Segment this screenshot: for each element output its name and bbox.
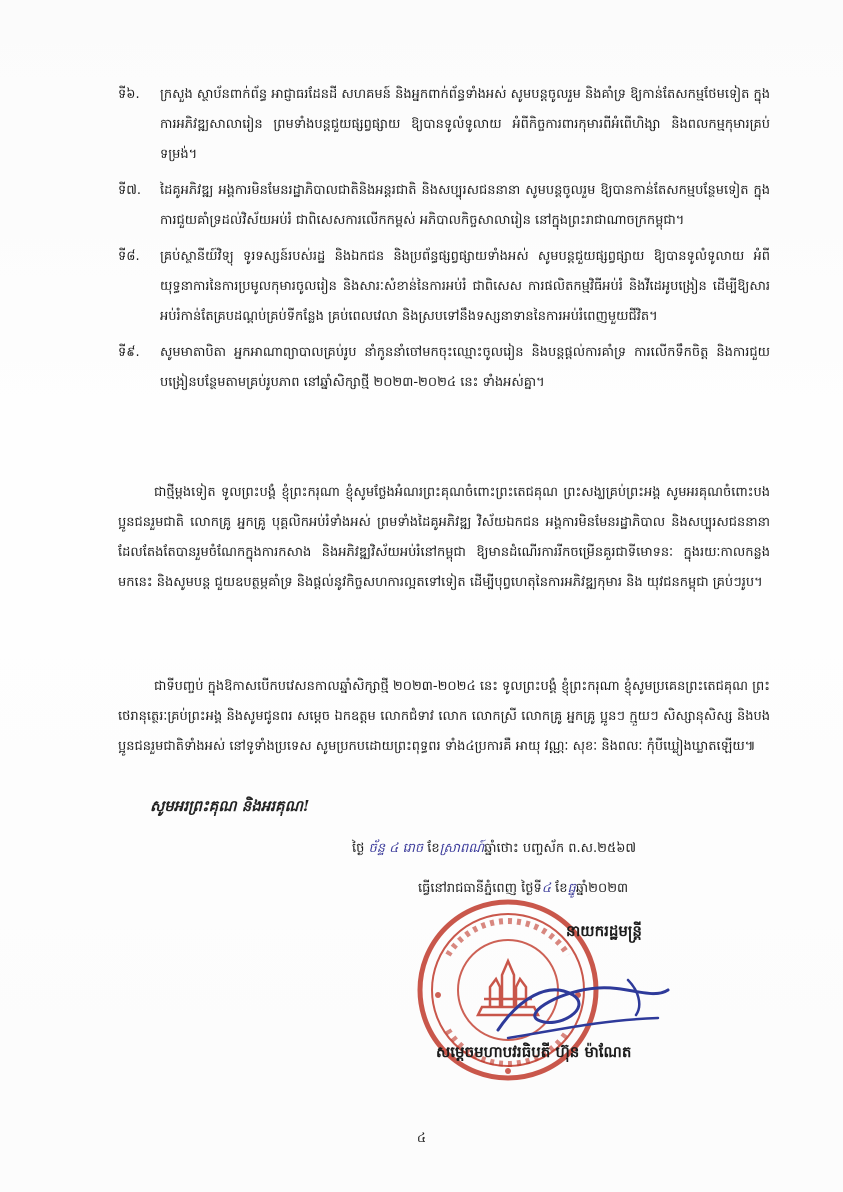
item-text: សូមមាតាបិតា អ្នកអាណាព្យាបាលគ្រប់រូប នាំកូននាំចៅមកចុះឈ្មោះចូលរៀន និងបន្តផ្តល់ការគាំទ្រ ការលើកទឹកចិត្ត និងការជួយបង្រៀនបន្ថែមតាមគ្រប់រូបភាព នៅឆ្នាំសិក្សាថ្មី ២០២៣-២០២៤ នេះ ទាំងអស់គ្នា។ — [160, 345, 770, 390]
item-text: គ្រប់ស្ថានីយ៍វិទ្យុ ទូរទស្សន៍របស់រដ្ឋ និងឯកជន និងប្រព័ន្ធផ្សព្វផ្សាយទាំងអស់ សូមបន្តជួយផ្សព្វផ្សាយ ឱ្យបានទូលំទូលាយ អំពីយុទ្ធនាការនៃការប្រមូលកុមារចូលរៀន និងសារៈសំខាន់នៃការអប់រំ ជាពិសេស ការផលិតកម្មវិធីអប់រំ និងវីដេអូបង្រៀន ដើម្បីឱ្យសារអប់រំកាន់តែគ្របដណ្តប់គ្រប់ទីកន្លែង គ្រប់ពេលវេលា និងស្របទៅនឹងទស្សនាទាននៃការអប់រំពេញមួយជីវិត។ — [160, 249, 770, 324]
solar-date-suffix: ឆ្នាំ២០២៣ — [575, 881, 629, 896]
item-number: ទី៧. — [118, 183, 142, 198]
item-number: ទី៨. — [118, 249, 140, 264]
lunar-date — [352, 840, 636, 859]
list-item — [118, 242, 770, 332]
page-number: ៤ — [416, 1131, 427, 1146]
solar-day-handwritten: ៤ — [541, 881, 552, 896]
solar-month-handwritten: ធ្នូ — [567, 881, 576, 896]
list-item — [118, 80, 770, 170]
list-item — [118, 338, 770, 398]
closing-thanks: សូមអរព្រះគុណ និងអរគុណ! — [150, 797, 310, 815]
signer-name: សម្តេចមហាបវរធិបតី ហ៊ុន ម៉ាណែត — [436, 1043, 632, 1061]
solar-date-mid: ខែ — [551, 881, 568, 896]
handwritten-signature — [478, 960, 688, 1050]
item-number: ទី៩. — [118, 345, 140, 360]
signer-title: នាយករដ្ឋមន្ត្រី — [566, 922, 642, 940]
closing-paragraph: ជាទីបញ្ចប់ ក្នុងឱកាសបើកបវេសនកាលឆ្នាំសិក្សាថ្មី ២០២៣-២០២៤ នេះ ទូលព្រះបង្គំ ខ្ញុំព្រះករុណា ខ្ញុំសូមប្រគេនព្រះតេជគុណ ព្រះថេរានុត្ថេរៈគ្រប់ព្រះអង្គ និងសូមជូនពរ សម្តេច ឯកឧត្តម លោកជំទាវ លោក លោកស្រី លោកគ្រូ អ្នកគ្រូ ប្អូនៗ ក្មួយៗ សិស្សានុសិស្ស និងបងប្អូនជនរួមជាតិទាំងអស់ នៅទូទាំងប្រទេស សូមប្រកបដោយព្រះពុទ្ធពរ ទាំង៤ប្រការគឺ អាយុ វណ្ណៈ សុខៈ និងពលៈ កុំបីឃ្លៀងឃ្លាតឡើយ៕ — [118, 679, 770, 754]
lunar-date-prefix: ថ្ងៃ — [352, 841, 365, 856]
solar-date-prefix: ធ្វើនៅរាជធានីភ្នំពេញ ថ្ងៃទី — [418, 881, 542, 896]
item-text: ដៃគូអភិវឌ្ឍ អង្គការមិនមែនរដ្ឋាភិបាលជាតិនិងអន្តរជាតិ និងសប្បុរសជននានា សូមបន្តចូលរួម ឱ្យបានកាន់តែសកម្មបន្ថែមទៀត ក្នុងការជួយគាំទ្រដល់វិស័យអប់រំ ជាពិសេសការលើកកម្ពស់ អភិបាលកិច្ចសាលារៀន នៅក្នុងព្រះរាជាណាចក្រកម្ពុជា។ — [160, 183, 770, 228]
lunar-month-handwritten: ស្រាពណ៍ — [439, 841, 485, 856]
numbered-items — [118, 80, 770, 404]
lunar-date-handwritten: ច័ន្ទ ៤ រោច — [368, 841, 424, 856]
lunar-date-suffix: ឆ្នាំថោះ បញ្ចស័ក ព.ស.២៥៦៧ — [484, 841, 637, 856]
item-number: ទី៦. — [118, 87, 140, 102]
list-item — [118, 176, 770, 236]
thanks-paragraph: ជាថ្មីម្តងទៀត ទូលព្រះបង្គំ ខ្ញុំព្រះករុណា ខ្ញុំសូមថ្លែងអំណរព្រះគុណចំពោះព្រះតេជគុណ ព្រះសង្ឃគ្រប់ព្រះអង្គ សូមអរគុណចំពោះបងប្អូនជនរួមជាតិ លោកគ្រូ អ្នកគ្រូ បុគ្គលិកអប់រំទាំងអស់ ព្រមទាំងដៃគូអភិវឌ្ឍ វិស័យឯកជន អង្គការមិនមែនរដ្ឋាភិបាល និងសប្បុរសជននានា ដែលតែងតែបានរួមចំណែកក្នុងការកសាង និងអភិវឌ្ឍវិស័យអប់រំនៅកម្ពុជា ឱ្យមានដំណើរការរីកចម្រើនគួរជាទីមោទនៈ ក្នុងរយៈកាលកន្លងមកនេះ និងសូមបន្ត ជួយឧបត្ថម្ភគាំទ្រ និងផ្តល់នូវកិច្ចសហការល្អតទៅទៀត ដើម្បីបុព្វហេតុនៃការអភិវឌ្ឍកុមារ និង យុវជនកម្ពុជា គ្រប់ៗរូប។ — [118, 485, 770, 590]
lunar-date-mid: ខែ — [427, 841, 440, 856]
item-text: ក្រសួង ស្ថាប័នពាក់ព័ន្ធ អាជ្ញាធរដែនដី សហគមន៍ និងអ្នកពាក់ព័ន្ធទាំងអស់ សូមបន្តចូលរួម និងគាំទ្រ ឱ្យកាន់តែសកម្មថែមទៀត ក្នុងការអភិវឌ្ឍសាលារៀន ព្រមទាំងបន្តជួយផ្សព្វផ្សាយ ឱ្យបានទូលំទូលាយ អំពីកិច្ចការពារកុមារពីអំពើហិង្សា និងពលកម្មកុមារគ្រប់ទម្រង់។ — [160, 87, 770, 162]
